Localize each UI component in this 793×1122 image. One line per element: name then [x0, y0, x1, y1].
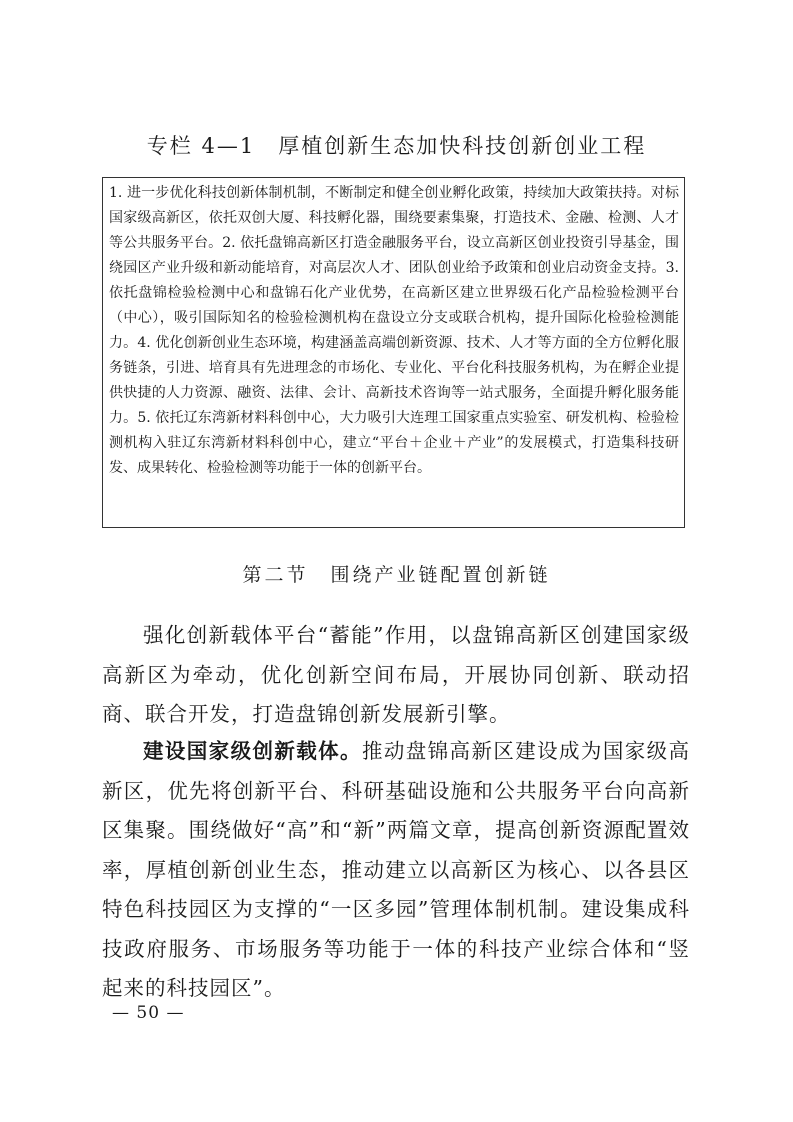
paragraph-1: 强化创新载体平台“蓄能”作用，以盘锦高新区创建国家级高新区为牵动，优化创新空间布局，开展协同创新、联动招商、联合开发，打造盘锦创新发展新引擎。	[102, 623, 690, 726]
paragraph-2	[102, 732, 690, 1009]
box-text: 1. 进一步优化科技创新体制机制，不断制定和健全创业孵化政策，持续加大政策扶持。对标国家级高新区，依托双创大厦、科技孵化器，围绕要素集聚，打造技术、金融、检测、人才等公共服务平台。2. 依托盘锦高新区打造金融服务平台，设立高新区创业投资引导基金，围绕园区产业升级和新动能培育，对高层次人才、团队创业给予政策和创业启动资金支持。3. 依托盘锦检验检测中心和盘锦石化产业优势，在高新区建立世界级石化产品检验检测平台（中心），吸引国际知名的检验检测机构在盘设立分支或联合机构，提升国际化检验检测能力。4. 优化创新创业生态环境，构建涵盖高端创新资源、技术、人才等方面的全方位孵化服务链条，引进、培育具有先进理念的市场化、专业化、平台化科技服务机构，为在孵企业提供快捷的人力资源、融资、法律、会计、高新技术咨询等一站式服务，全面提升孵化服务能力。5. 依托辽东湾新材料科创中心，大力吸引大连理工国家重点实验室、研发机构、检验检测机构入驻辽东湾新材料科创中心，建立“平台＋企业＋产业”的发展模式，打造集科技研发、成果转化、检验检测等功能于一体的创新平台。	[109, 185, 679, 476]
text-box	[102, 177, 685, 528]
paragraph-2-text: 推动盘锦高新区建设成为国家级高新区，优先将创新平台、科研基础设施和公共服务平台向高新区集聚。围绕做好“高”和“新”两篇文章，提高创新资源配置效率，厚植创新创业生态，推动建立以高新区为核心、以各县区特色科技园区为支撑的“一区多园”管理体制机制。建设集成科技政府服务、市场服务等功能于一体的科技产业综合体和“竖起来的科技园区”。	[102, 739, 691, 1000]
page-number: — 50 —	[112, 1003, 185, 1023]
section-title: 第二节 围绕产业链配置创新链	[242, 564, 551, 586]
box-title: 专栏 4—1 厚植创新生态加快科技创新创业工程	[146, 134, 647, 158]
paragraph-2-lead: 建设国家级创新载体。	[143, 739, 362, 763]
